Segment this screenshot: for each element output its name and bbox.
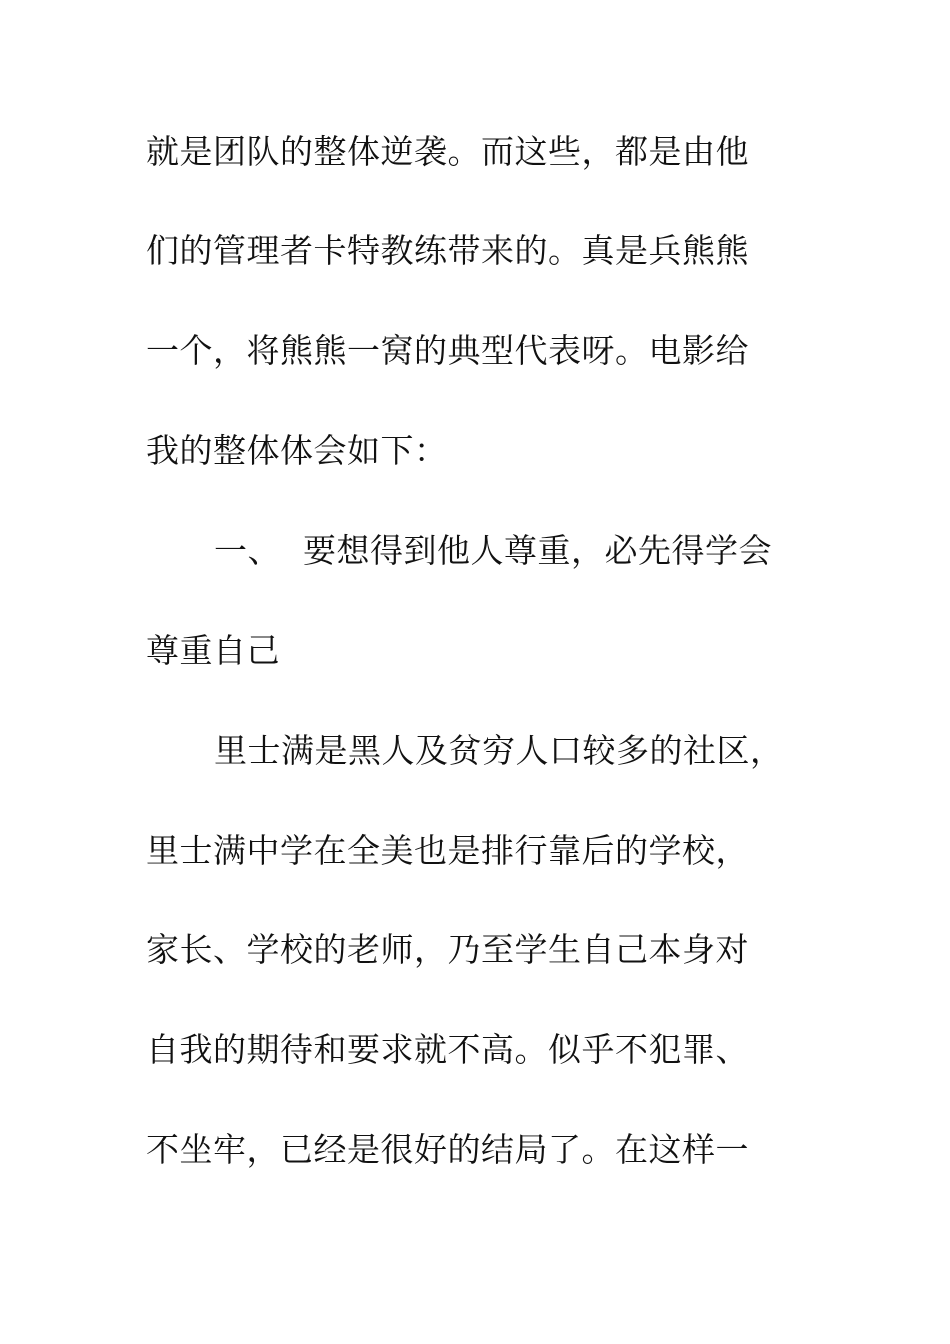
body-text-line: 们的管理者卡特教练带来的。真是兵熊熊 [146,231,749,270]
body-text-line: 自我的期待和要求就不高。似乎不犯罪、 [146,1030,749,1069]
body-text-line: 家长、学校的老师，乃至学生自己本身对 [146,930,749,969]
body-text-line: 不坐牢，已经是很好的结局了。在这样一 [146,1130,749,1169]
section-heading-text: 要想得到他人尊重，必先得学会 [303,531,772,570]
paragraph-first-line: 里士满是黑人及贫穷人口较多的社区， [214,731,784,770]
section-heading-number: 一、 [214,531,281,570]
body-text-line: 里士满中学在全美也是排行靠后的学校， [146,831,749,870]
section-heading [214,531,772,571]
section-heading-continuation: 尊重自己 [146,631,280,670]
body-text-line: 一个，将熊熊一窝的典型代表呀。电影给 [146,331,749,370]
body-text-line: 我的整体体会如下： [146,431,448,470]
body-text-line: 就是团队的整体逆袭。而这些，都是由他 [146,132,749,171]
